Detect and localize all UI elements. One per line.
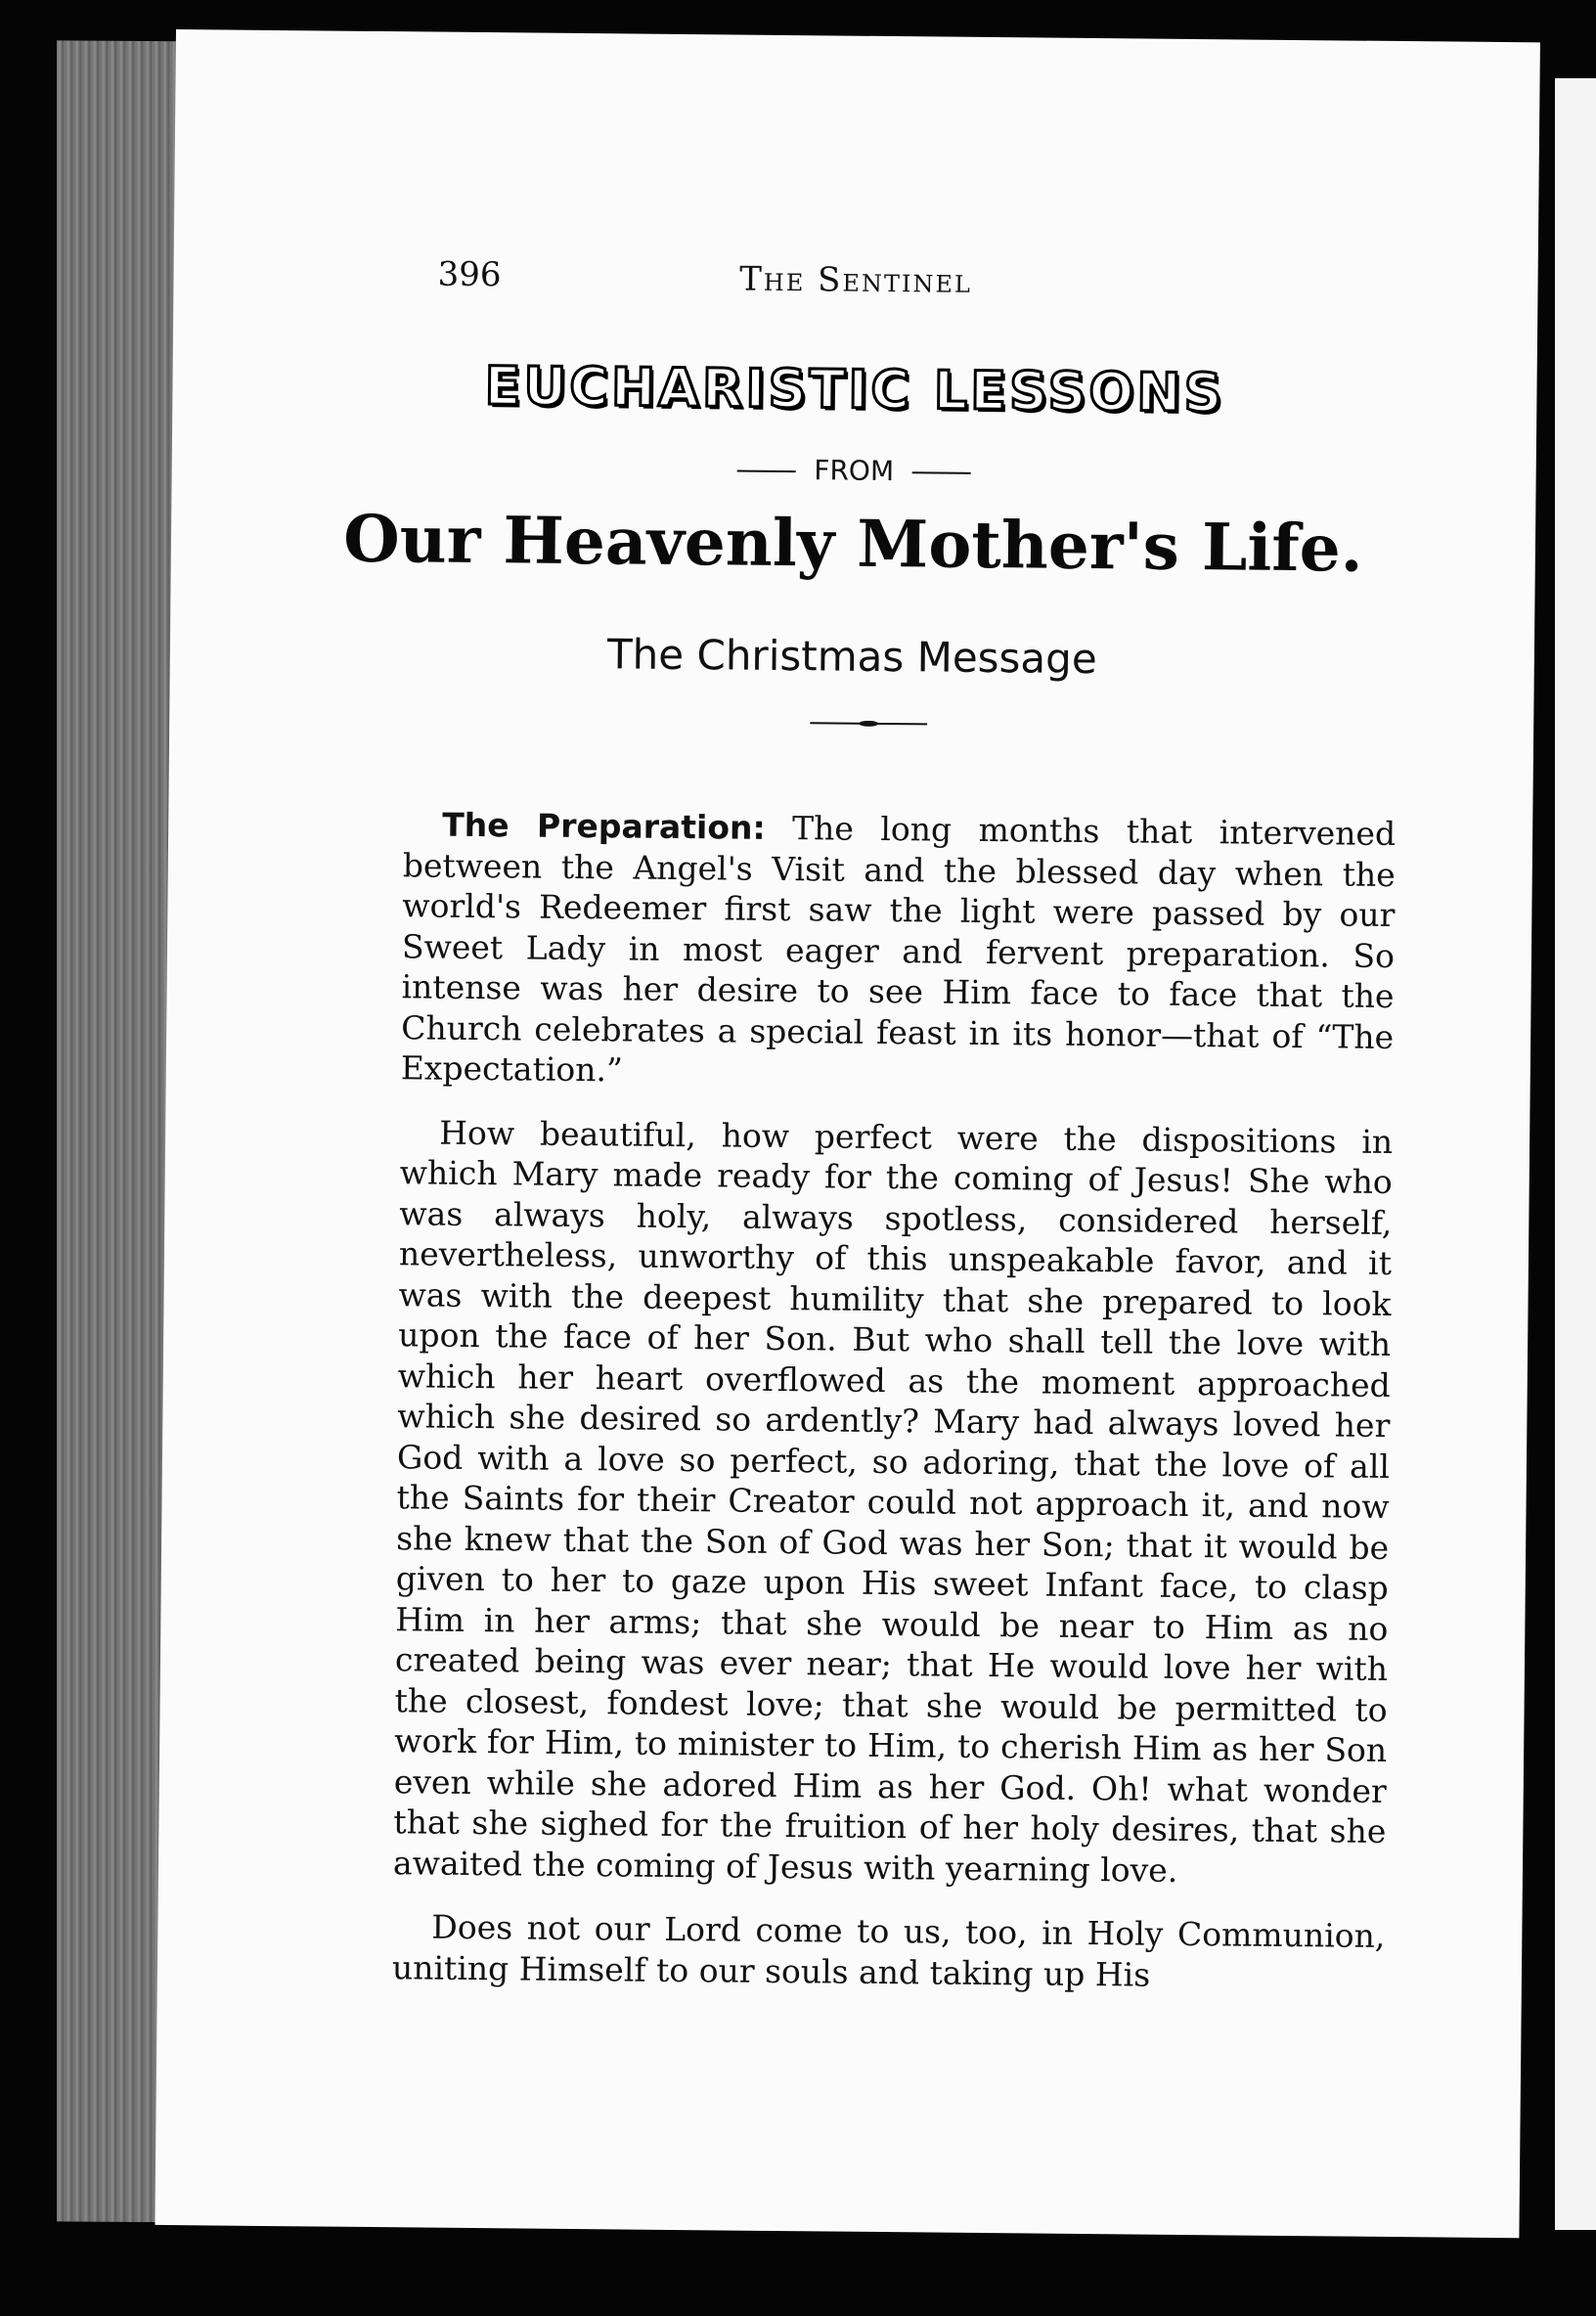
article-body xyxy=(392,804,1396,2021)
from-label: FROM xyxy=(814,454,895,488)
paragraph-dispositions: How beautiful, how perfect were the dispositions in which Mary made ready for the coming of Jesus! She who was always holy, always spotless, considered herself, nevertheless, unworthy of this unspeakable favor, and it was with the deepest humility that she prepared to look upon the face of her Son. But who shall tell the love with which her heart overflowed as the moment approached which she desired so ardently? Mary had always loved her God with a love so perfect, so adoring, that the love of all the Saints for their Creator could not approach it, and now she knew that the Son of God was her Son; that it would be given to her to gaze upon His sweet Infant face, to clasp Him in her arms; that she would be near to Him as no created being was ever near; that He would love her with the closest, fondest love; that she would be permitted to work for Him, to minister to Him, to cherish Him as her Son even while she adored Him as her God. Oh! what wonder that she sighed for the fruition of her holy desires, that she awaited the coming of Jesus with yearning love. xyxy=(392,1113,1394,1890)
book-page xyxy=(155,29,1539,2238)
series-title: EUCHARISTIC LESSONS xyxy=(484,355,1225,424)
paragraph-communion: Does not our Lord come to us, too, in Holy Communion, uniting Himself to our souls and taking up His xyxy=(391,1907,1386,1994)
running-head xyxy=(173,252,1538,324)
paragraph-text: The long months that intervened between the Angel's Visit and the blessed day when the world's Redeemer first saw the light were passed by our Sweet Lady in most eager and fervent preparation. So intense was her desire to see Him face to face that the Church celebrates a special feast in its honor—that of “The Expectation.” xyxy=(400,809,1396,1090)
running-title: The Sentinel xyxy=(739,259,973,301)
right-swash-ornament xyxy=(912,471,971,474)
main-title: Our Heavenly Mother's Life. xyxy=(342,500,1364,587)
divider-ornament xyxy=(810,720,927,727)
paragraph-preparation xyxy=(401,804,1396,1097)
paragraph-lead: The Preparation: xyxy=(442,805,766,847)
left-swash-ornament xyxy=(736,470,795,473)
from-line xyxy=(172,448,1536,493)
subtitle: The Christmas Message xyxy=(606,630,1097,684)
page-number: 396 xyxy=(437,254,502,295)
facing-page-edge xyxy=(1555,78,1596,2230)
